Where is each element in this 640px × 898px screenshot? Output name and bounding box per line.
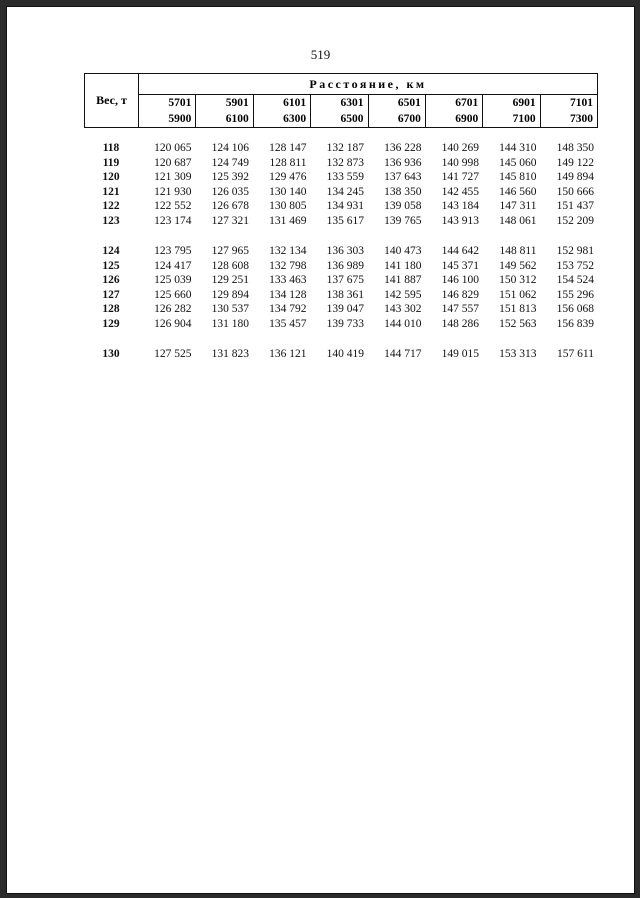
value-cell: 143 184 [441,200,479,212]
value-cell: 124 417 [154,259,192,272]
value-cell: 131 823 [211,348,249,360]
weight-cell: 121 [102,185,120,198]
value-cell: 137 675 [326,274,364,286]
value-cell: 126 035 [211,185,249,198]
value-cell: 148 350 [556,142,594,154]
value-cell: 129 251 [211,274,249,286]
value-cell: 125 660 [154,288,192,301]
distance-range-header [369,95,426,127]
value-cell: 129 894 [211,288,249,301]
value-cell: 139 047 [326,303,364,315]
table-row [84,245,598,260]
value-cell: 144 642 [441,245,479,257]
value-cell: 139 733 [326,317,364,330]
weight-cell: 120 [102,171,120,183]
range-to: 5900 [168,113,192,125]
value-cell: 155 296 [556,288,594,301]
value-cell: 139 765 [384,214,422,227]
range-from: 5901 [225,97,249,109]
value-cell: 126 282 [154,303,192,315]
value-cell: 145 810 [499,171,537,183]
table-header [84,73,598,128]
value-cell: 135 457 [269,317,307,330]
value-cell: 149 894 [556,171,594,183]
value-cell: 128 811 [269,156,307,169]
range-from: 6901 [512,97,536,109]
value-cell: 152 209 [556,214,594,227]
value-cell: 147 557 [441,303,479,315]
table-row [84,171,598,186]
table-body [84,142,598,363]
value-cell: 141 180 [384,259,422,272]
range-from: 6501 [397,97,421,109]
value-cell: 152 981 [556,245,594,257]
value-cell: 125 392 [211,171,249,183]
value-cell: 140 419 [326,348,364,360]
value-cell: 140 269 [441,142,479,154]
value-cell: 141 727 [441,171,479,183]
distance-range-header [426,95,483,127]
weight-cell: 130 [102,348,120,360]
range-to: 6500 [340,113,364,125]
group-spacer [84,229,598,245]
weight-cell: 128 [102,303,120,315]
table-row [84,200,598,215]
value-cell: 138 361 [326,288,364,301]
table-row [84,318,598,333]
range-to: 6100 [225,113,249,125]
value-cell: 123 795 [154,245,192,257]
weight-cell: 127 [102,288,120,301]
value-cell: 149 562 [499,259,537,272]
value-cell: 136 228 [384,142,422,154]
value-cell: 151 062 [499,288,537,301]
range-to: 6700 [397,113,421,125]
value-cell: 132 873 [326,156,364,169]
range-to: 7300 [570,113,593,125]
weight-cell: 118 [102,142,120,154]
value-cell: 143 302 [384,303,422,315]
value-cell: 125 039 [154,274,192,286]
value-cell: 153 752 [556,259,594,272]
value-cell: 150 312 [499,274,537,286]
value-cell: 134 931 [326,200,364,212]
weight-cell: 124 [102,245,120,257]
weight-cell: 123 [102,214,120,227]
table-row [84,157,598,172]
value-cell: 129 476 [269,171,307,183]
value-cell: 132 134 [269,245,307,257]
value-cell: 145 060 [499,156,537,169]
value-cell: 140 473 [384,245,422,257]
value-cell: 140 998 [441,156,479,169]
distance-range-header [311,95,368,127]
value-cell: 144 717 [384,348,422,360]
value-cell: 134 245 [326,185,364,198]
value-cell: 139 058 [384,200,422,212]
value-cell: 146 100 [441,274,479,286]
value-cell: 132 798 [269,259,307,272]
document-page [6,6,635,894]
weight-column-header: Вес, т [85,74,139,127]
value-cell: 149 122 [556,156,594,169]
distance-header: Расстояние, км [139,74,597,95]
value-cell: 121 930 [154,185,192,198]
table-row [84,274,598,289]
value-cell: 143 913 [441,214,479,227]
weight-cell: 125 [102,259,120,272]
range-from: 7101 [570,97,593,109]
value-cell: 157 611 [557,348,594,360]
weight-cell: 122 [102,200,120,212]
distance-range-header [196,95,253,127]
distance-range-header [541,95,597,127]
value-cell: 130 805 [269,200,307,212]
value-cell: 148 811 [499,245,537,257]
value-cell: 150 666 [556,185,594,198]
range-from: 5701 [168,97,192,109]
value-cell: 151 437 [556,200,594,212]
value-cell: 126 904 [154,317,192,330]
value-cell: 148 286 [441,317,479,330]
value-cell: 146 829 [441,288,479,301]
value-cell: 136 989 [326,259,364,272]
value-cell: 128 147 [269,142,307,154]
distance-range-header [139,95,196,127]
value-cell: 156 839 [556,317,594,330]
value-cell: 137 643 [384,171,422,183]
weight-cell: 119 [102,156,120,169]
value-cell: 134 128 [269,288,307,301]
value-cell: 154 524 [556,274,594,286]
value-cell: 130 537 [211,303,249,315]
distance-range-header [483,95,540,127]
value-cell: 131 469 [269,214,307,227]
value-cell: 156 068 [556,303,594,315]
value-cell: 141 887 [384,274,422,286]
value-cell: 136 936 [384,156,422,169]
value-cell: 136 121 [269,348,307,360]
value-cell: 149 015 [441,348,479,360]
value-cell: 145 371 [441,259,479,272]
value-cell: 147 311 [499,200,537,212]
value-cell: 138 350 [384,185,422,198]
value-cell: 142 455 [441,185,479,198]
range-to: 6900 [455,113,479,125]
page-number: 519 [310,47,331,62]
weight-cell: 126 [102,274,120,286]
value-cell: 127 525 [154,348,192,360]
value-cell: 128 608 [211,259,249,272]
value-cell: 136 303 [326,245,364,257]
value-cell: 131 180 [211,317,249,330]
value-cell: 127 965 [211,245,249,257]
value-cell: 146 560 [499,185,537,198]
value-cell: 144 010 [384,317,422,330]
value-cell: 123 174 [154,214,192,227]
value-cell: 135 617 [326,214,364,227]
value-cell: 130 140 [269,185,307,198]
value-cell: 124 106 [211,142,249,154]
value-cell: 152 563 [499,317,537,330]
range-to: 7100 [512,113,536,125]
value-cell: 132 187 [326,142,364,154]
value-cell: 121 309 [154,171,192,183]
distance-ranges [139,95,597,127]
value-cell: 120 065 [154,142,192,154]
value-cell: 126 678 [211,200,249,212]
value-cell: 122 552 [154,200,192,212]
value-cell: 148 061 [499,214,537,227]
value-cell: 127 321 [211,214,249,227]
range-from: 6101 [283,97,307,109]
table-row [84,260,598,275]
distance-range-header [254,95,311,127]
value-cell: 133 463 [269,274,307,286]
table-row [84,348,598,363]
group-spacer [84,332,598,348]
value-cell: 142 595 [384,288,422,301]
value-cell: 151 813 [499,303,537,315]
table-row [84,289,598,304]
value-cell: 134 792 [269,303,307,315]
value-cell: 124 749 [211,156,249,169]
table-row [84,142,598,157]
range-to: 6300 [283,113,307,125]
value-cell: 120 687 [154,156,192,169]
value-cell: 153 313 [499,348,537,360]
range-from: 6701 [455,97,479,109]
table-row [84,186,598,201]
table-row [84,303,598,318]
value-cell: 133 559 [326,171,364,183]
weight-cell: 129 [102,317,120,330]
value-cell: 144 310 [499,142,537,154]
table-row [84,215,598,230]
range-from: 6301 [340,97,364,109]
